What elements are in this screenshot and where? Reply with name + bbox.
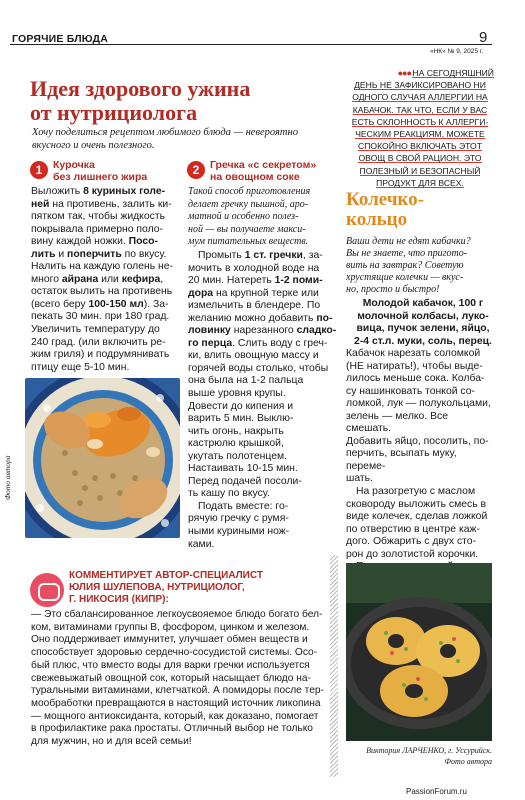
step-2-line: 20 мин. Натереть 1-2 поми- (188, 275, 323, 287)
step-1-line: птицу еще 5-10 мин. (31, 361, 130, 373)
step-2-line: рячую гречку с румя- (188, 513, 289, 525)
recipe-2-ingredients (352, 298, 494, 348)
recipe-2-author: Виктория ЛАРЧЕНКО, г. Уссурийск. (366, 746, 492, 755)
step-2-line: кастрюлю крышкой, (188, 438, 284, 450)
recipe-2-lead (346, 236, 492, 296)
alert-line: ЧЕСКИМ РЕАКЦИЯМ, МОЖЕТЕ (355, 129, 485, 140)
recipe-2-line: зелень — мелко. Все смешать. (346, 410, 448, 435)
step-2-line: Настаивать 10-15 мин. (188, 463, 298, 475)
comment-line: в профилактике рака простаты. Отличный выбор не только (31, 723, 313, 735)
ingredient-line: вица, пучок зелени, яйцо, (356, 323, 490, 335)
step-2-line: ловинку нарезанного сладко- (188, 325, 337, 337)
recipe-2-lead-line: Вы не знаете, что пригото- (346, 248, 468, 259)
column-hatch-divider (330, 555, 338, 777)
step-1-line: много айрана или кефира, (31, 273, 164, 285)
step-2-title-line: Гречка «с секретом» (210, 159, 317, 171)
comment-line: для мужчин, но и для всей семьи! (31, 736, 192, 748)
recipe-2-line: На разогретую с маслом (356, 486, 476, 498)
comment-icon (30, 573, 64, 607)
allergy-fact-box (346, 67, 494, 189)
comment-heading (69, 570, 329, 606)
step-2-line: желанию можно добавить по- (188, 312, 333, 324)
step-1-line: Налить на каждую голень не- (31, 261, 174, 273)
step-2-line: укутать полотенцем. (188, 450, 288, 462)
recipe-2-lead-line: вить на завтрак? Советую (346, 260, 464, 271)
watermark: PassionForum.ru (406, 787, 467, 796)
alert-line: ЕСТЬ СКЛОННОСТЬ К АЛЛЕРГИ- (351, 116, 489, 127)
step-2-note-line: мум питательных веществ. (188, 236, 309, 247)
step-2-line: дора на крупной терке или (188, 287, 319, 299)
step-2-note (188, 186, 338, 249)
step-2-title-line: на овощном соке (210, 171, 300, 183)
step-1-line: Увеличить температуру до (31, 324, 160, 336)
comment-heading-line: Г. НИКОСИЯ (КИПР): (69, 594, 169, 605)
recipe-2-line: (НЕ натирать!), чтобы выде- (346, 360, 483, 372)
recipe-2-line: сковороду выложить смесь в (346, 498, 487, 510)
recipe-2-title-line: Колечко- (346, 189, 424, 210)
step-1-line: пекать 30 мин. при 180 град. (31, 311, 170, 323)
step-2-note-line: Такой способ приготовления (188, 186, 311, 197)
step-1-text (31, 186, 183, 374)
step-2-title (210, 159, 316, 183)
comment-line: способствует здоровью сердечно-сосудистой системы. Осо- (31, 647, 318, 659)
comment-line: — мощного антиоксиданта, который, как доказано, помогает (31, 710, 319, 722)
comment-line: ком, витаминами группы В, фосфором, цинком и железом. (31, 621, 310, 633)
page-number: 9 (479, 29, 488, 46)
step-2-line: мочить в холодной воде на (188, 262, 320, 274)
step-1-badge: 1 (30, 161, 48, 179)
chicken-buckwheat-photo (25, 378, 180, 538)
bullet-dots-icon: ●●● (397, 68, 413, 78)
recipe-2-line: Кабачок нарезать соломкой (346, 348, 481, 359)
step-1-line: пятком так, чтобы жидкость (31, 211, 165, 223)
step-2-line: ными куриными нож- (188, 526, 290, 538)
lead-line: вкусного и очень полезного. (32, 139, 155, 151)
recipe-2-line: ломкой, лук — полукольцами, (346, 398, 491, 410)
alert-line: ПРОДУКТ ДЛЯ ВСЕХ. (376, 177, 464, 188)
recipe-2-title (346, 190, 486, 230)
comment-line: мообработки превращаются в настоящий источник ликопина (31, 697, 321, 709)
step-2-line: Промыть 1 ст. гречки, за- (198, 250, 323, 261)
step-2-line: Перед подачей посоли- (188, 475, 302, 487)
recipe-2-lead-line: Ваши дети не едят кабачки? (346, 236, 471, 247)
recipe-2-line: су нашинковать тонкой со- (346, 385, 475, 397)
recipe-2-line: рон до золотистой корочки. (346, 548, 479, 560)
ingredient-line: Молодой кабачок, 100 г (362, 298, 484, 309)
left-photo-credit: Фото автора (3, 455, 12, 500)
recipe-2-photo-credit: Фото автора (444, 757, 492, 766)
article-title (30, 77, 340, 125)
step-1-line: ней на противень, залить ки- (31, 198, 172, 210)
step-1-line: лить и поперчить по вкусу. (31, 248, 167, 260)
step-2-line: ками. (188, 538, 215, 550)
step-2-line: го перца. Слить воду с греч- (188, 337, 328, 349)
step-2-line: она была на 1-2 пальца (188, 375, 304, 387)
comment-text (31, 609, 331, 749)
step-2-note-line: ной — вы получаете макси- (188, 223, 306, 235)
recipe-2-line: перчить, всыпать муку, переме- (346, 448, 457, 472)
recipe-2-line: дого. Обжарить с двух сто- (346, 536, 477, 548)
step-2-line: Довести до кипения и (188, 400, 294, 412)
comment-line: бый плюс, что вместо воды для варки гречки используется (31, 659, 310, 671)
step-2-line: Подать вместе: го- (198, 500, 289, 512)
step-1-line: жим гриля) и подрумянивать (31, 349, 170, 361)
step-2-line: ть кашу по вкусу. (188, 488, 270, 500)
comment-line: — Это сбалансированное легкоусвояемое блюдо богато бел- (31, 609, 323, 620)
recipe-2-line: лилось меньше сока. Колба- (346, 373, 485, 385)
alert-line: ОВОЩ В СВОЙ РАЦИОН. ЭТО (358, 153, 482, 164)
step-1-title-line: Курочка (53, 159, 95, 171)
alert-line: ●●● НА СЕГОДНЯШНИЙ (397, 68, 494, 78)
alert-line: ПОЛЕЗНЫЙ И БЕЗОПАСНЫЙ (359, 165, 481, 176)
issue-number: «НК» № 9, 2025 г. (430, 48, 484, 55)
article-lead (32, 127, 342, 152)
step-1-title-line: без лишнего жира (53, 171, 148, 183)
header-rule (10, 44, 492, 45)
step-2-line: выше уровня крупы. (188, 388, 286, 400)
step-2-line: варить 5 мин. Выклю- (188, 413, 294, 425)
alert-line: ОДНОГО СЛУЧАЯ АЛЛЕРГИИ НА (352, 92, 488, 103)
lead-line: Хочу поделиться рецептом любимого блюда — невероятно (32, 127, 298, 138)
comment-line: туральными витаминами, клетчаткой. А помидоры после тер- (31, 685, 324, 697)
ingredient-line: молочной колбасы, луко- (357, 310, 489, 322)
comment-heading-line: КОММЕНТИРУЕТ АВТОР-СПЕЦИАЛИСТ (69, 570, 263, 581)
recipe-2-line: виде колечек, сделав ложкой (346, 511, 488, 523)
step-1-line: (всего беру 100-150 мл). За- (31, 298, 169, 310)
recipe-2-text (346, 348, 494, 586)
recipe-2-lead-line: хрустящие колечки — вкус- (346, 272, 464, 283)
step-1-title (53, 159, 147, 183)
comment-heading-line: ЮЛИЯ ШУЛЕПОВА, НУТРИЦИОЛОГ, (69, 582, 245, 593)
step-2-line: горячей воды столько, чтобы (188, 362, 329, 374)
step-2-line: чить огонь, накрыть (188, 425, 284, 437)
article-title-line: от нутрициолога (30, 100, 198, 125)
article-title-line: Идея здорового ужина (30, 76, 251, 101)
step-1-line: остаток вылить на противень (31, 286, 173, 298)
step-2-line: ки, влить овощную массу и (188, 350, 319, 362)
alert-line: ДЕНЬ НЕ ЗАФИКСИРОВАНО НИ (354, 80, 486, 91)
step-2-line: измельчить в блендере. По (188, 300, 321, 312)
step-2-badge: 2 (187, 161, 205, 179)
alert-line: КАБАЧОК. ТАК ЧТО, ЕСЛИ У ВАС (352, 104, 488, 115)
recipe-2-line: Добавить яйцо, посолить, по- (346, 435, 489, 447)
step-1-line: вину каждой ножки. Посо- (31, 236, 158, 248)
step-2-note-line: делает гречку пышной, аро- (188, 198, 309, 210)
recipe-2-line: шать. (346, 473, 373, 485)
step-1-line: 240 град. (или включить ре- (31, 336, 166, 348)
ingredient-line: 2-4 ст.л. муки, соль, перец. (354, 335, 492, 347)
step-1-line: Выложить 8 куриных голе- (31, 186, 166, 197)
step-2-text (188, 250, 340, 551)
recipe-2-title-line: кольцо (346, 209, 408, 230)
recipe-2-credit (342, 745, 492, 767)
comment-line: свежевыжатый овощной сок, который насыщает блюдо на- (31, 672, 311, 684)
step-2-note-line: матной и особенно полез- (188, 211, 299, 222)
zucchini-rings-photo (346, 563, 492, 741)
recipe-2-lead-line: но, просто и быстро! (346, 284, 440, 295)
step-1-line: покрывала примерно поло- (31, 223, 164, 235)
recipe-2-line: по отверстию в центре каж- (346, 523, 480, 535)
alert-line: СПОКОЙНО ВКЛЮЧАТЬ ЭТОТ (358, 141, 482, 152)
section-label: ГОРЯЧИЕ БЛЮДА (12, 33, 108, 45)
comment-line: Оно поддерживает иммунитет, улучшает обмен веществ и (31, 634, 308, 646)
